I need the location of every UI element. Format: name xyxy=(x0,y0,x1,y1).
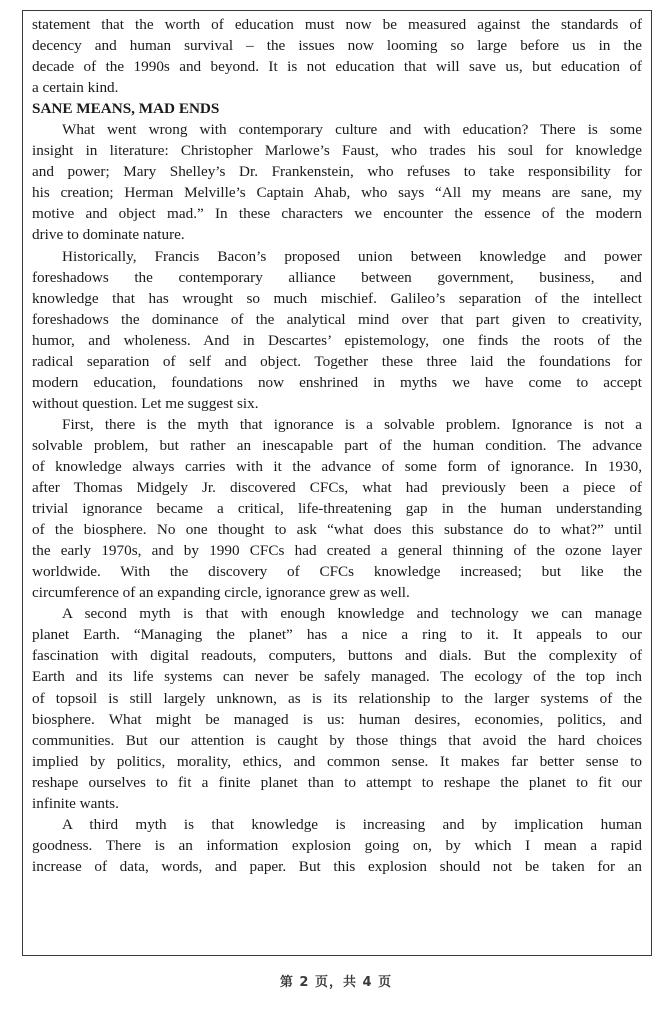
text-line: the early 1970s, and by 1990 CFCs had created a general thinning of the ozone layer xyxy=(32,542,642,560)
section-0-continuation xyxy=(32,14,642,98)
text-line: insight in literature: Christopher Marlowe’s Faust, who trades his soul for knowledge xyxy=(32,142,642,160)
text-line: of topsoil is still largely unknown, as is its relationship to the larger systems of the xyxy=(32,689,642,707)
text-line: decade of the 1990s and beyond. It is not education that will save us, but education of xyxy=(32,58,642,76)
paragraph-first-myth xyxy=(32,414,642,603)
text-line: and power; Mary Shelley’s Dr. Frankenstein, who refuses to take responsibility for xyxy=(32,163,642,181)
text-line: after Thomas Midgely Jr. discovered CFCs, what had previously been a piece of xyxy=(32,479,642,497)
text-line: modern education, foundations now enshrined in myths we have come to accept xyxy=(32,373,642,391)
text-line: implied by politics, morality, ethics, and common sense. It makes far better sense to xyxy=(32,752,642,770)
text-line: foreshadows the dominance of the analytical mind over that part given to creativity, xyxy=(32,310,642,328)
text-line: A third myth is that knowledge is increasing and by implication human xyxy=(62,815,642,833)
document-text-box xyxy=(22,10,652,956)
text-line: communities. But our attention is caught by those things that avoid the hard choices xyxy=(32,731,642,749)
text-line: drive to dominate nature. xyxy=(32,226,185,244)
text-line: solvable problem, but rather an inescapable part of the human condition. The advance xyxy=(32,436,642,454)
section-heading: SANE MEANS, MAD ENDS xyxy=(32,100,220,118)
text-line: circumference of an expanding circle, ignorance grew as well. xyxy=(32,584,410,602)
text-line: humor, and wholeness. And in Descartes’ epistemology, one finds the roots of the xyxy=(32,331,642,349)
text-line: goodness. There is an information explosion going on, by which I mean a rapid xyxy=(32,836,642,854)
text-line: a certain kind. xyxy=(32,79,119,97)
text-line: A second myth is that with enough knowledge and technology we can manage xyxy=(62,605,642,623)
text-line: foreshadows the contemporary alliance between government, business, and xyxy=(32,268,642,286)
text-line: increase of data, words, and paper. But this explosion should not be taken for an xyxy=(32,857,642,875)
text-line: worldwide. With the discovery of CFCs knowledge increased; but like the xyxy=(32,563,642,581)
page-indicator: 第 2 页，共 4 页 xyxy=(279,975,393,990)
text-line: Historically, Francis Bacon’s proposed union between knowledge and power xyxy=(62,247,642,265)
text-line: biosphere. What might be managed is us: human desires, economies, politics, and xyxy=(32,710,642,728)
text-line: infinite wants. xyxy=(32,794,119,812)
text-line: First, there is the myth that ignorance is a solvable problem. Ignorance is not a xyxy=(62,415,642,433)
text-line: motive and object mad.” In these characters we encounter the essence of the modern xyxy=(32,205,642,223)
text-line: reshape ourselves to fit a finite planet than to attempt to reshape the planet to fit our xyxy=(32,773,642,791)
text-line: of knowledge always carries with it the advance of some form of ignorance. In 1930, xyxy=(32,457,642,475)
text-line: planet Earth. “Managing the planet” has a nice a ring to it. It appeals to our xyxy=(32,626,642,644)
text-line: of the biosphere. No one thought to ask “what does this substance do to what?” until xyxy=(32,521,642,539)
text-line: without question. Let me suggest six. xyxy=(32,394,259,412)
paragraph-literature xyxy=(32,119,642,245)
paragraph-second-myth xyxy=(32,603,642,813)
text-line: What went wrong with contemporary culture and with education? There is some xyxy=(62,121,642,139)
text-line: his creation; Herman Melville’s Captain Ahab, who says “All my means are sane, my xyxy=(32,184,642,202)
paragraph-third-myth xyxy=(32,814,642,877)
text-line: trivial ignorance became a critical, life-threatening gap in the human understanding xyxy=(32,500,642,518)
text-line: Earth and its life systems can never be safely managed. The ecology of the top inch xyxy=(32,668,642,686)
text-line: knowledge that has wrought so much mischief. Galileo’s separation of the intellect xyxy=(32,289,642,307)
text-line: statement that the worth of education must now be measured against the standards of xyxy=(32,16,642,33)
text-line: radical separation of self and object. Together these three laid the foundations for xyxy=(32,352,642,370)
text-line: fascination with digital readouts, computers, buttons and dials. But the complexity of xyxy=(32,647,642,665)
text-line: decency and human survival – the issues now looming so large before us in the xyxy=(32,37,642,55)
paragraph-historically xyxy=(32,246,642,414)
